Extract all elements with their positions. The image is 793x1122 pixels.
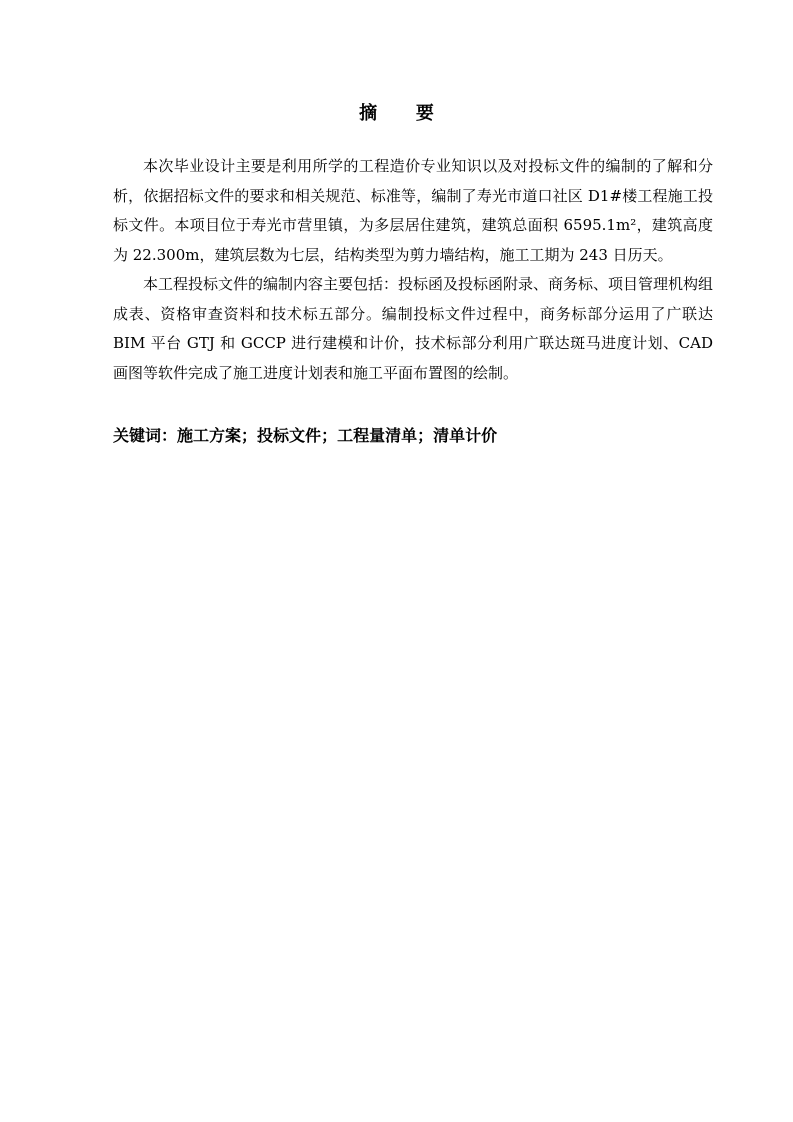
abstract-body <box>113 152 713 388</box>
keyword-item: 施工方案 <box>177 426 242 445</box>
keyword-separator: ； <box>417 426 434 445</box>
abstract-title: 摘 要 <box>359 103 451 124</box>
keyword-item: 工程量清单 <box>337 426 418 445</box>
keyword-item: 清单计价 <box>433 426 498 445</box>
abstract-paragraph-1: 本次毕业设计主要是利用所学的工程造价专业知识以及对投标文件的编制的了解和分析，依据招标文件的要求和相关规范、标准等，编制了寿光市道口社区 D1#楼工程施工投标文件。本项目位于寿光市营里镇，为多层居住建筑，建筑总面积 6595.1m²，建筑高度为 22.300m，建筑层数为七层，结构类型为剪力墙结构，施工工期为 243 日历天。 <box>113 157 713 264</box>
keyword-separator: ； <box>241 426 258 445</box>
keywords-label: 关键词： <box>113 426 178 445</box>
abstract-paragraph-2: 本工程投标文件的编制内容主要包括：投标函及投标函附录、商务标、项目管理机构组成表、资格审查资料和技术标五部分。编制投标文件过程中，商务标部分运用了广联达 BIM 平台 GTJ 和 GCCP 进行建模和计价，技术标部分利用广联达斑马进度计划、CAD 画图等软件完成了施工进度计划表和施工平面布置图的绘制。 <box>113 275 714 382</box>
keywords-line <box>113 423 713 449</box>
keyword-item: 投标文件 <box>257 426 322 445</box>
keyword-separator: ； <box>321 426 338 445</box>
